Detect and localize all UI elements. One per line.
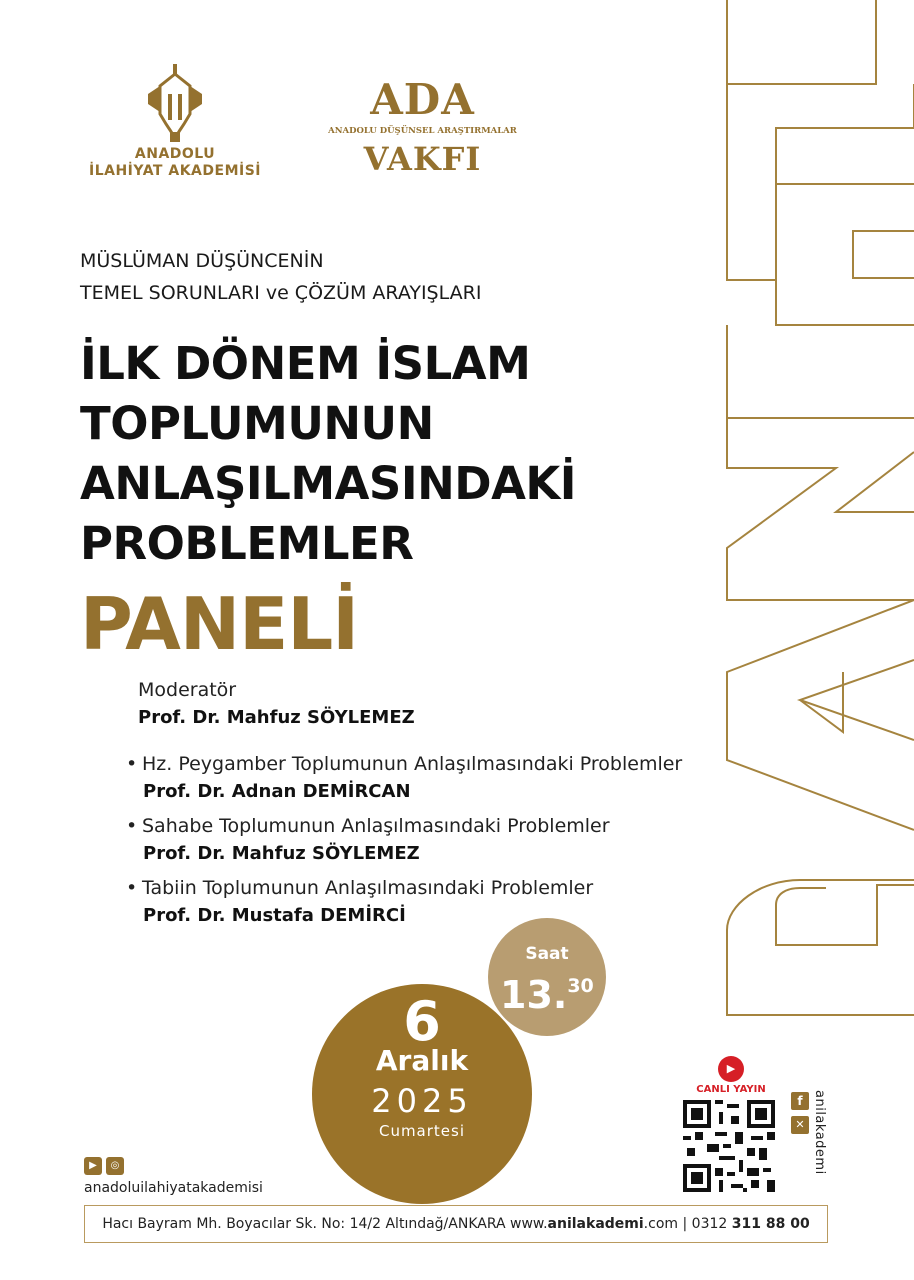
youtube-icon[interactable]: ▶ — [84, 1157, 102, 1175]
x-icon[interactable]: ✕ — [791, 1116, 809, 1134]
facebook-icon[interactable]: f — [791, 1092, 809, 1110]
panel-word: PANELİ — [80, 582, 358, 666]
program-item-topic: • Hz. Peygamber Toplumunun Anlaşılmasındaki Problemler — [126, 753, 683, 775]
topic-text: Hz. Peygamber Toplumunun Anlaşılmasındaki Problemler — [142, 753, 683, 775]
event-month: Aralık — [375, 1044, 469, 1077]
event-year: 2025 — [371, 1082, 473, 1120]
academy-logo-line1: ANADOLU — [134, 146, 216, 162]
title-line: İLK DÖNEM İSLAM — [80, 337, 531, 390]
event-day: 6 — [403, 990, 441, 1053]
moderator-name: Prof. Dr. Mahfuz SÖYLEMEZ — [138, 707, 415, 728]
series-line1: MÜSLÜMAN DÜŞÜNCENİN — [80, 250, 324, 272]
qr-code-icon[interactable] — [683, 1100, 775, 1192]
program-item-speaker: Prof. Dr. Mahfuz SÖYLEMEZ — [143, 843, 420, 864]
series-subtitle — [80, 245, 481, 309]
web-suffix: .com — [643, 1216, 679, 1232]
program-item-topic: • Tabiin Toplumunun Anlaşılmasındaki Problemler — [126, 877, 594, 899]
event-time — [500, 962, 594, 1019]
program-item-speaker: Prof. Dr. Adnan DEMİRCAN — [143, 781, 411, 802]
live-label: CANLI YAYIN — [696, 1084, 766, 1095]
page-title — [80, 334, 576, 574]
topic-text: Tabiin Toplumunun Anlaşılmasındaki Problemler — [142, 877, 594, 899]
title-line: ANLAŞILMASINDAKİ — [80, 457, 577, 510]
academy-logo-icon — [140, 64, 210, 144]
foundation-logo-bottom: VAKFI — [363, 140, 482, 178]
footer-phone[interactable] — [692, 1216, 810, 1232]
time-minute: 30 — [567, 975, 594, 997]
footer-address: Hacı Bayram Mh. Boyacılar Sk. No: 14/2 Altındağ/ANKARA — [102, 1216, 506, 1232]
footer-web[interactable] — [510, 1216, 678, 1232]
program-item-speaker: Prof. Dr. Mustafa DEMİRCİ — [143, 905, 406, 926]
title-line: PROBLEMLER — [80, 517, 414, 570]
social-icons-left — [84, 1155, 128, 1175]
event-weekday: Cumartesi — [378, 1122, 466, 1140]
footer-separator: | — [682, 1216, 688, 1232]
foundation-logo-top: ADA — [370, 75, 475, 124]
foundation-logo-middle: ANADOLU DÜŞÜNSEL ARAŞTIRMALAR — [328, 126, 517, 136]
web-domain: anilakademi — [547, 1216, 644, 1232]
program-item-topic: • Sahabe Toplumunun Anlaşılmasındaki Problemler — [126, 815, 610, 837]
academy-logo-text — [60, 146, 290, 180]
series-line2: TEMEL SORUNLARI ve ÇÖZÜM ARAYIŞLARI — [80, 282, 482, 304]
academy-logo-line2: İLAHİYAT AKADEMİSİ — [89, 163, 261, 179]
phone-prefix: 0312 — [691, 1216, 728, 1232]
instagram-icon[interactable]: ◎ — [106, 1157, 124, 1175]
time-hour: 13. — [500, 973, 568, 1017]
vertical-handle[interactable]: anilakademi — [812, 1090, 827, 1175]
footer-address-bar — [84, 1205, 828, 1243]
web-prefix: www. — [510, 1216, 548, 1232]
youtube-live-icon[interactable]: ▶ — [718, 1056, 744, 1082]
moderator-label: Moderatör — [138, 679, 237, 701]
time-label: Saat — [525, 944, 569, 964]
social-handle[interactable]: anadoluilahiyatakademisi — [84, 1180, 263, 1196]
topic-text: Sahabe Toplumunun Anlaşılmasındaki Problemler — [142, 815, 610, 837]
phone-number: 311 88 00 — [731, 1216, 810, 1232]
title-line: TOPLUMUNUN — [80, 397, 434, 450]
